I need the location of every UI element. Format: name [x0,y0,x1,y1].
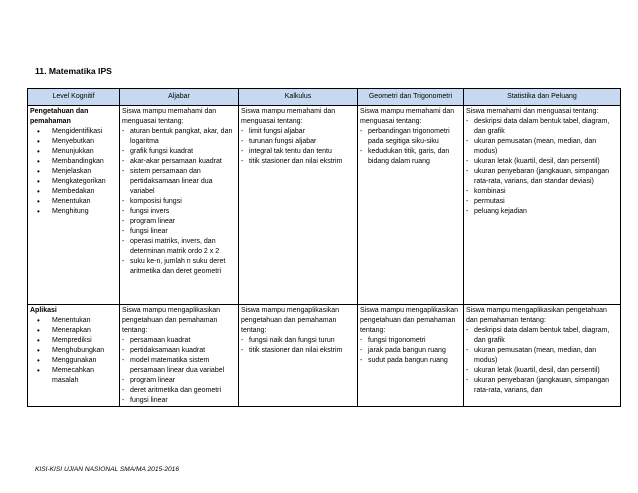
list-item: - fungsi linear [122,396,236,406]
list-item: • Menyebutkan [30,137,117,147]
list-item: - aturan bentuk pangkat, akar, dan logaritma [122,127,236,147]
topic-list [466,326,618,396]
cell-intro: Siswa mampu mengaplikasikan pengetahuan dan pemahaman tentang: [360,307,459,334]
topic-list [241,336,355,356]
page-title: 11. Matematika IPS [35,66,112,76]
cell-intro: Siswa mampu mengaplikasikan pengetahuan dan pemahaman tentang: [241,307,340,334]
list-item: - fungsi linear [122,227,236,237]
topic-list [241,127,355,167]
aljabar-cell [120,305,239,407]
list-item: - komposisi fungsi [122,197,236,207]
table-header-row [28,89,621,106]
list-item: - persamaan kuadrat [122,336,236,346]
list-item: - deskripsi data dalam bentuk tabel, diagram, dan grafik [466,326,618,346]
list-item: - sudut pada bangun ruang [360,356,461,366]
list-item: - operasi matriks, invers, dan determinan matrik ordo 2 x 2 [122,237,236,257]
topic-list [466,117,618,217]
list-item: - ukuran letak (kuartil, desil, dan persentil) [466,366,618,376]
list-item: - program linear [122,217,236,227]
header-aljabar: Aljabar [120,89,239,106]
list-item: • Memprediksi [30,336,117,346]
list-item: • Menghitung [30,207,117,217]
list-item: • Membandingkan [30,157,117,167]
list-item: - perbandingan trigonometri pada segitiga siku-siku [360,127,461,147]
topic-list [360,336,461,366]
list-item: - suku ke-n, jumlah n suku deret aritmetika dan deret geometri [122,257,236,277]
list-item: - ukuran penyebaran (jangkauan, simpangan rata-rata, varians, dan [466,376,618,396]
list-item: - model matematika sistem persamaan linear dua variabel [122,356,236,376]
header-kalkulus: Kalkulus [239,89,358,106]
list-item: • Membedakan [30,187,117,197]
list-item: • Menentukan [30,197,117,207]
list-item: - integral tak tentu dan tentu [241,147,355,157]
table-row [28,305,621,407]
list-item: - fungsi invers [122,207,236,217]
cell-intro: Siswa mampu memahami dan menguasai tentang: [360,108,455,125]
list-item: • Menggunakan [30,356,117,366]
list-item: • Memecahkan masalah [30,366,117,386]
statistika-peluang-cell [464,305,621,407]
level-kognitif-cell [28,305,120,407]
level-verb-list [30,316,117,386]
statistika-peluang-cell [464,106,621,305]
cell-intro: Siswa memahami dan menguasai tentang: [466,108,599,115]
topic-list [360,127,461,167]
list-item: - pertidaksamaan kuadrat [122,346,236,356]
list-item: - ukuran letak (kuartil, desil, dan persentil) [466,157,618,167]
list-item: - sistem persamaan dan pertidaksamaan linear dua variabel [122,167,236,197]
cell-intro: Siswa mampu mengaplikasikan pengetahuan dan pemahaman tentang: [466,307,607,324]
list-item: - titik stasioner dan nilai ekstrim [241,157,355,167]
list-item: • Menghubungkan [30,346,117,356]
list-item: - ukuran pemusatan (mean, median, dan modus) [466,137,618,157]
list-item: - ukuran pemusatan (mean, median, dan modus) [466,346,618,366]
cell-intro: Siswa mampu memahami dan menguasai tentang: [241,108,336,125]
geometri-trigonometri-cell [358,106,464,305]
list-item: - fungsi naik dan fungsi turun [241,336,355,346]
list-item: - fungsi trigonometri [360,336,461,346]
header-geometri-trigonometri: Geometri dan Trigonometri [358,89,464,106]
list-item: - titik stasioner dan nilai ekstrim [241,346,355,356]
list-item: - ukuran penyebaran (jangkauan, simpangan rata-rata, varians, dan standar deviasi) [466,167,618,187]
list-item: - grafik fungsi kuadrat [122,147,236,157]
list-item: • Mengidentifikasi [30,127,117,137]
aljabar-cell [120,106,239,305]
topic-list [122,336,236,406]
list-item: - program linear [122,376,236,386]
cell-intro: Siswa mampu memahami dan menguasai tentang: [122,108,217,125]
list-item: • Mengkategorikan [30,177,117,187]
list-item: • Menerapkan [30,326,117,336]
page-footer: KISI-KISI UJIAN NASIONAL SMA/MA 2015-2016 [35,466,180,473]
list-item: - limit fungsi aljabar [241,127,355,137]
header-level-kognitif: Level Kognitif [28,89,120,106]
list-item: • Menjelaskan [30,167,117,177]
list-item: • Menunjukkan [30,147,117,157]
list-item: - peluang kejadian [466,207,618,217]
list-item: - kombinasi [466,187,618,197]
list-item: - permutasi [466,197,618,207]
list-item: - deskripsi data dalam bentuk tabel, diagram, dan grafik [466,117,618,137]
level-kognitif-cell [28,106,120,305]
level-verb-list [30,127,117,217]
geometri-trigonometri-cell [358,305,464,407]
header-statistika-peluang: Statistika dan Peluang [464,89,621,106]
list-item: - kedudukan titik, garis, dan bidang dalam ruang [360,147,461,167]
table-row [28,106,621,305]
list-item: • Menentukan [30,316,117,326]
list-item: - turunan fungsi aljabar [241,137,355,147]
list-item: - deret aritmetika dan geometri [122,386,236,396]
kalkulus-cell [239,305,358,407]
list-item: - akar-akar persamaan kuadrat [122,157,236,167]
cell-intro: Siswa mampu mengaplikasikan pengetahuan dan pemahaman tentang: [122,307,221,334]
kalkulus-cell [239,106,358,305]
table-body [28,106,621,407]
level-title: Aplikasi [30,307,57,314]
topic-list [122,127,236,277]
level-title: Pengetahuan dan pemahaman [30,108,89,125]
list-item: - jarak pada bangun ruang [360,346,461,356]
kisi-kisi-table [27,88,621,407]
